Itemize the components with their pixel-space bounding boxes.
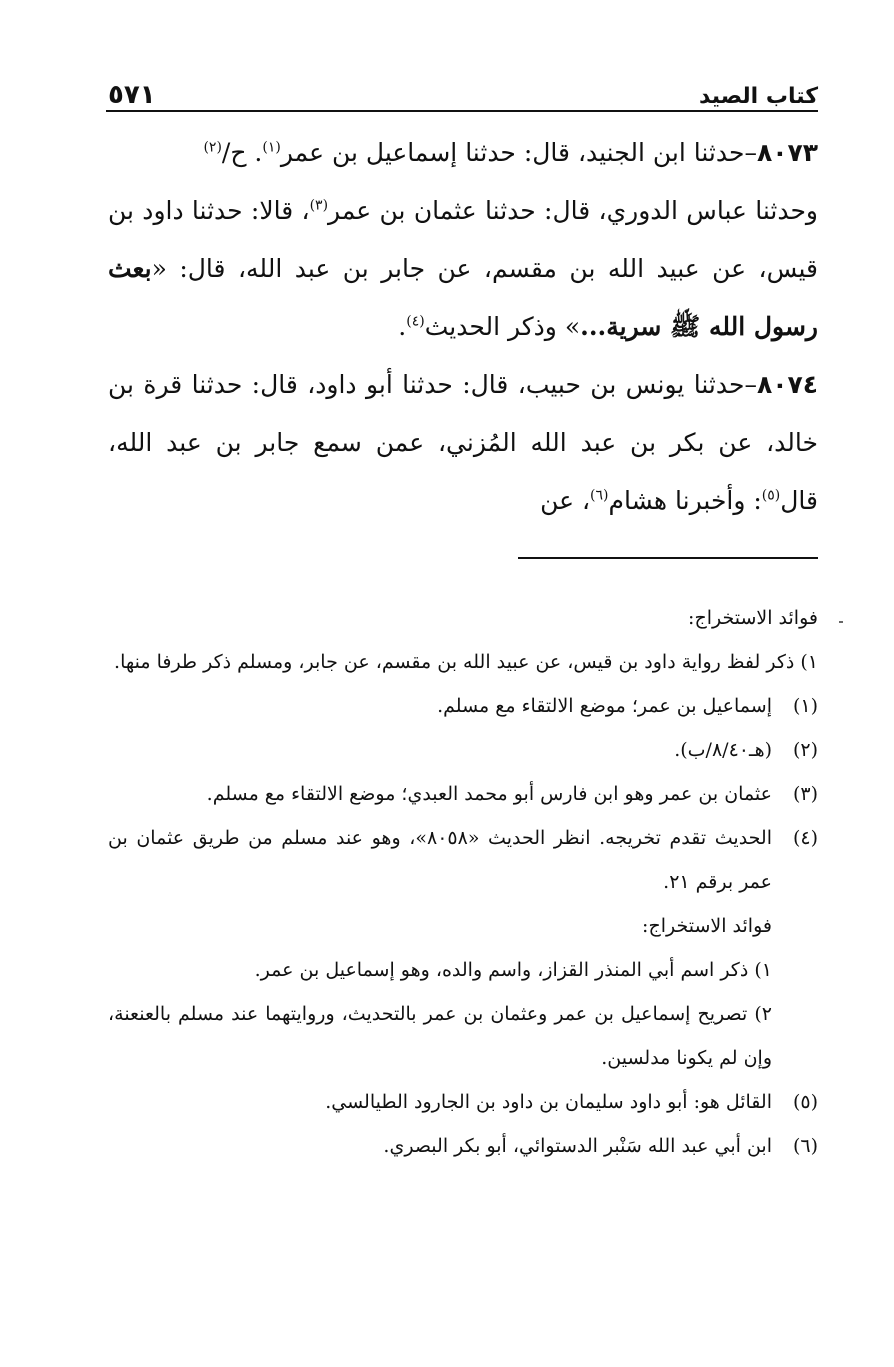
footnote-item [108,728,818,772]
hadith-8074 [108,356,818,530]
hadith-text: –حدثنا ابن الجنيد، قال: حدثنا إسماعيل بن عمر [280,138,757,167]
benefit-item: ١) ذكر لفظ رواية داود بن قيس، عن عبيد الله بن مقسم، عن جابر، ومسلم ذكر طرفا منها. [114,651,818,673]
quoted-matn: بعث رسول الله ﷺ سرية... [108,254,818,341]
footnote-ref: (٣) [309,197,329,214]
benefit-item: ٢) تصريح إسماعيل بن عمر وعثمان بن عمر بالتحديث، وروايتهما عند مسلم بالعنعنة، وإن لم يكونا مدلسين. [108,1003,772,1069]
footnote-text: (هـ٨/٤٠/ب). [674,739,772,761]
hadith-text: –حدثنا يونس بن حبيب، قال: حدثنا أبو داود، قال: حدثنا قرة بن خالد، عن بكر بن عبد الله المُزني، عمن سمع جابر بن عبد الله، قال [108,370,818,515]
footnote-text: إسماعيل بن عمر؛ موضع الالتقاء مع مسلم. [437,695,772,717]
hadith-text: » وذكر الحديث [424,312,581,341]
page-number: ٥٧١ [108,80,156,110]
benefits-label: فوائد الاستخراج: [688,607,818,629]
footnote-item [108,772,818,816]
hadith-8073 [108,124,818,356]
hadith-text: ، عن [540,486,591,515]
footnote-text: القائل هو: أبو داود سليمان بن داود بن الجارود الطيالسي. [325,1091,772,1113]
footnote-item [108,1080,818,1124]
hadith-number: ٨٠٧٣ [756,138,818,167]
footnote-text: ابن أبي عبد الله سَنْبر الدستوائي، أبو بكر البصري. [383,1135,772,1157]
hadith-text: . [398,312,407,341]
footnote-item [108,684,818,728]
footnote-marker: (٥) [792,1091,818,1113]
hadith-text: . ح/ [221,138,263,167]
page-header [108,72,818,108]
hadith-text: : وأخبرنا هشام [608,486,762,515]
footnote-text: الحديث تقدم تخريجه. انظر الحديث «٨٠٥٨»، وهو عند مسلم من طريق عثمان بن عمر برقم ٢١. [108,827,773,893]
hadith-text: ، قالا: حدثنا داود بن قيس، عن عبيد الله بن مقسم، عن جابر بن عبد الله، قال: « [108,196,818,283]
book-title: كتاب الصيد [699,84,818,109]
hadith-number: ٨٠٧٤ [756,370,818,399]
header-divider [106,110,818,112]
footnote-divider [518,557,818,559]
hadith-text: وحدثنا عباس الدوري، قال: حدثنا عثمان بن عمر [328,196,818,225]
benefits-label: فوائد الاستخراج: [642,915,772,937]
footnote-marker: (٢) [792,739,818,761]
footnote-marker: (١) [792,695,818,717]
footnote-ref: (٥) [761,487,781,504]
footnote-text: عثمان بن عمر وهو ابن فارس أبو محمد العبدي؛ موضع الالتقاء مع مسلم. [206,783,772,805]
footnote-marker: (٣) [792,783,818,805]
footnotes [108,596,818,1168]
footnote-item [108,816,818,904]
footnote-ref: (٢) [203,139,222,156]
scan-mark [839,621,843,623]
footnote-ref: (٦) [590,487,609,504]
footnote-ref: (٤) [406,313,425,330]
footnote-ref: (١) [262,139,281,156]
footnote-marker: (٦) [792,1135,818,1157]
footnote-item [108,1124,818,1168]
benefit-item: ١) ذكر اسم أبي المنذر القزاز، واسم والده، وهو إسماعيل بن عمر. [254,959,772,981]
main-text [108,124,818,530]
footnote-marker: (٤) [792,827,818,849]
